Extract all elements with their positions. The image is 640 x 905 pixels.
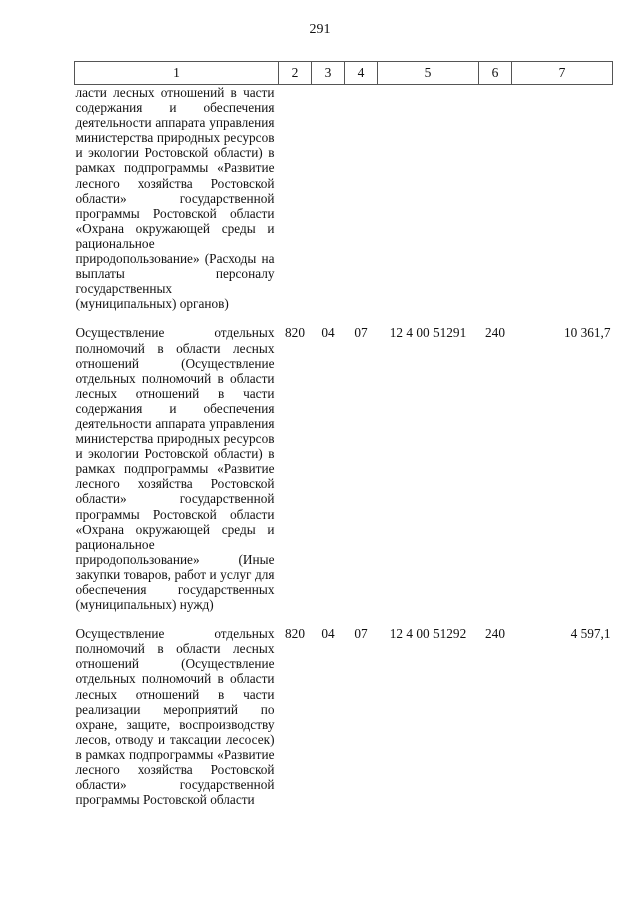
row-target-article: 12 4 00 51292 [389,626,467,642]
row-subsection [345,85,378,326]
table-header-row [75,62,613,85]
row-target-article: 12 4 00 51291 [389,325,467,341]
row-target-article [378,85,479,326]
row-admin-code [279,85,312,326]
row-section: 04 [321,325,335,341]
row-expense-type [479,85,512,326]
page-number: 291 [309,22,331,37]
row-subsection: 07 [354,325,368,341]
header-col-1: 1 [75,62,279,85]
header-col-5: 5 [378,62,479,85]
row-section [312,85,345,326]
table-row [75,325,613,626]
header-col-3: 3 [312,62,345,85]
row-admin-code: 820 [285,626,305,642]
row-subsection: 07 [354,626,368,642]
table-row [75,626,613,821]
header-col-4: 4 [345,62,378,85]
row-amount: 4 597,1 [570,626,611,642]
header-col-7: 7 [512,62,613,85]
table-row [75,85,613,326]
row-description: ласти лесных отношений в части содержания и обеспечения деятельности аппарата управления министерства природных ресурсов и экологии Ростовской области) в рамках подпрограммы «Развитие лесного хозяйства Ростовской области» государственной программы Ростовской области «Охрана окружающей среды и рациональное природопользование» (Расходы на выплаты персоналу государственных (муниципальных) органов) [75,85,275,312]
row-expense-type: 240 [485,626,505,642]
row-amount [512,85,613,326]
row-description: Осуществление отдельных полномочий в области лесных отношений (Осуществление отдельных полномочий в области лесных отношений в части реализации мероприятий по охране, защите, воспроизводству лесов, отводу и таксации лесосек) в рамках подпрограммы «Развитие лесного хозяйства Ростовской области» государственной программы Ростовской области [75,626,275,808]
row-description: Осуществление отдельных полномочий в области лесных отношений (Осуществление отдельных полномочий в области лесных отношений в части содержания и обеспечения деятельности аппарата управления министерства природных ресурсов и экологии Ростовской области) в рамках подпрограммы «Развитие лесного хозяйства Ростовской области» государственной программы Ростовской области «Охрана окружающей среды и рациональное природопользование» (Иные закупки товаров, работ и услуг для обеспечения государственных (муниципальных) нужд) [75,325,275,613]
row-expense-type: 240 [485,325,505,341]
row-amount: 10 361,7 [563,325,611,341]
budget-table [74,61,613,821]
header-col-2: 2 [279,62,312,85]
row-admin-code: 820 [285,325,305,341]
row-section: 04 [321,626,335,642]
header-col-6: 6 [479,62,512,85]
